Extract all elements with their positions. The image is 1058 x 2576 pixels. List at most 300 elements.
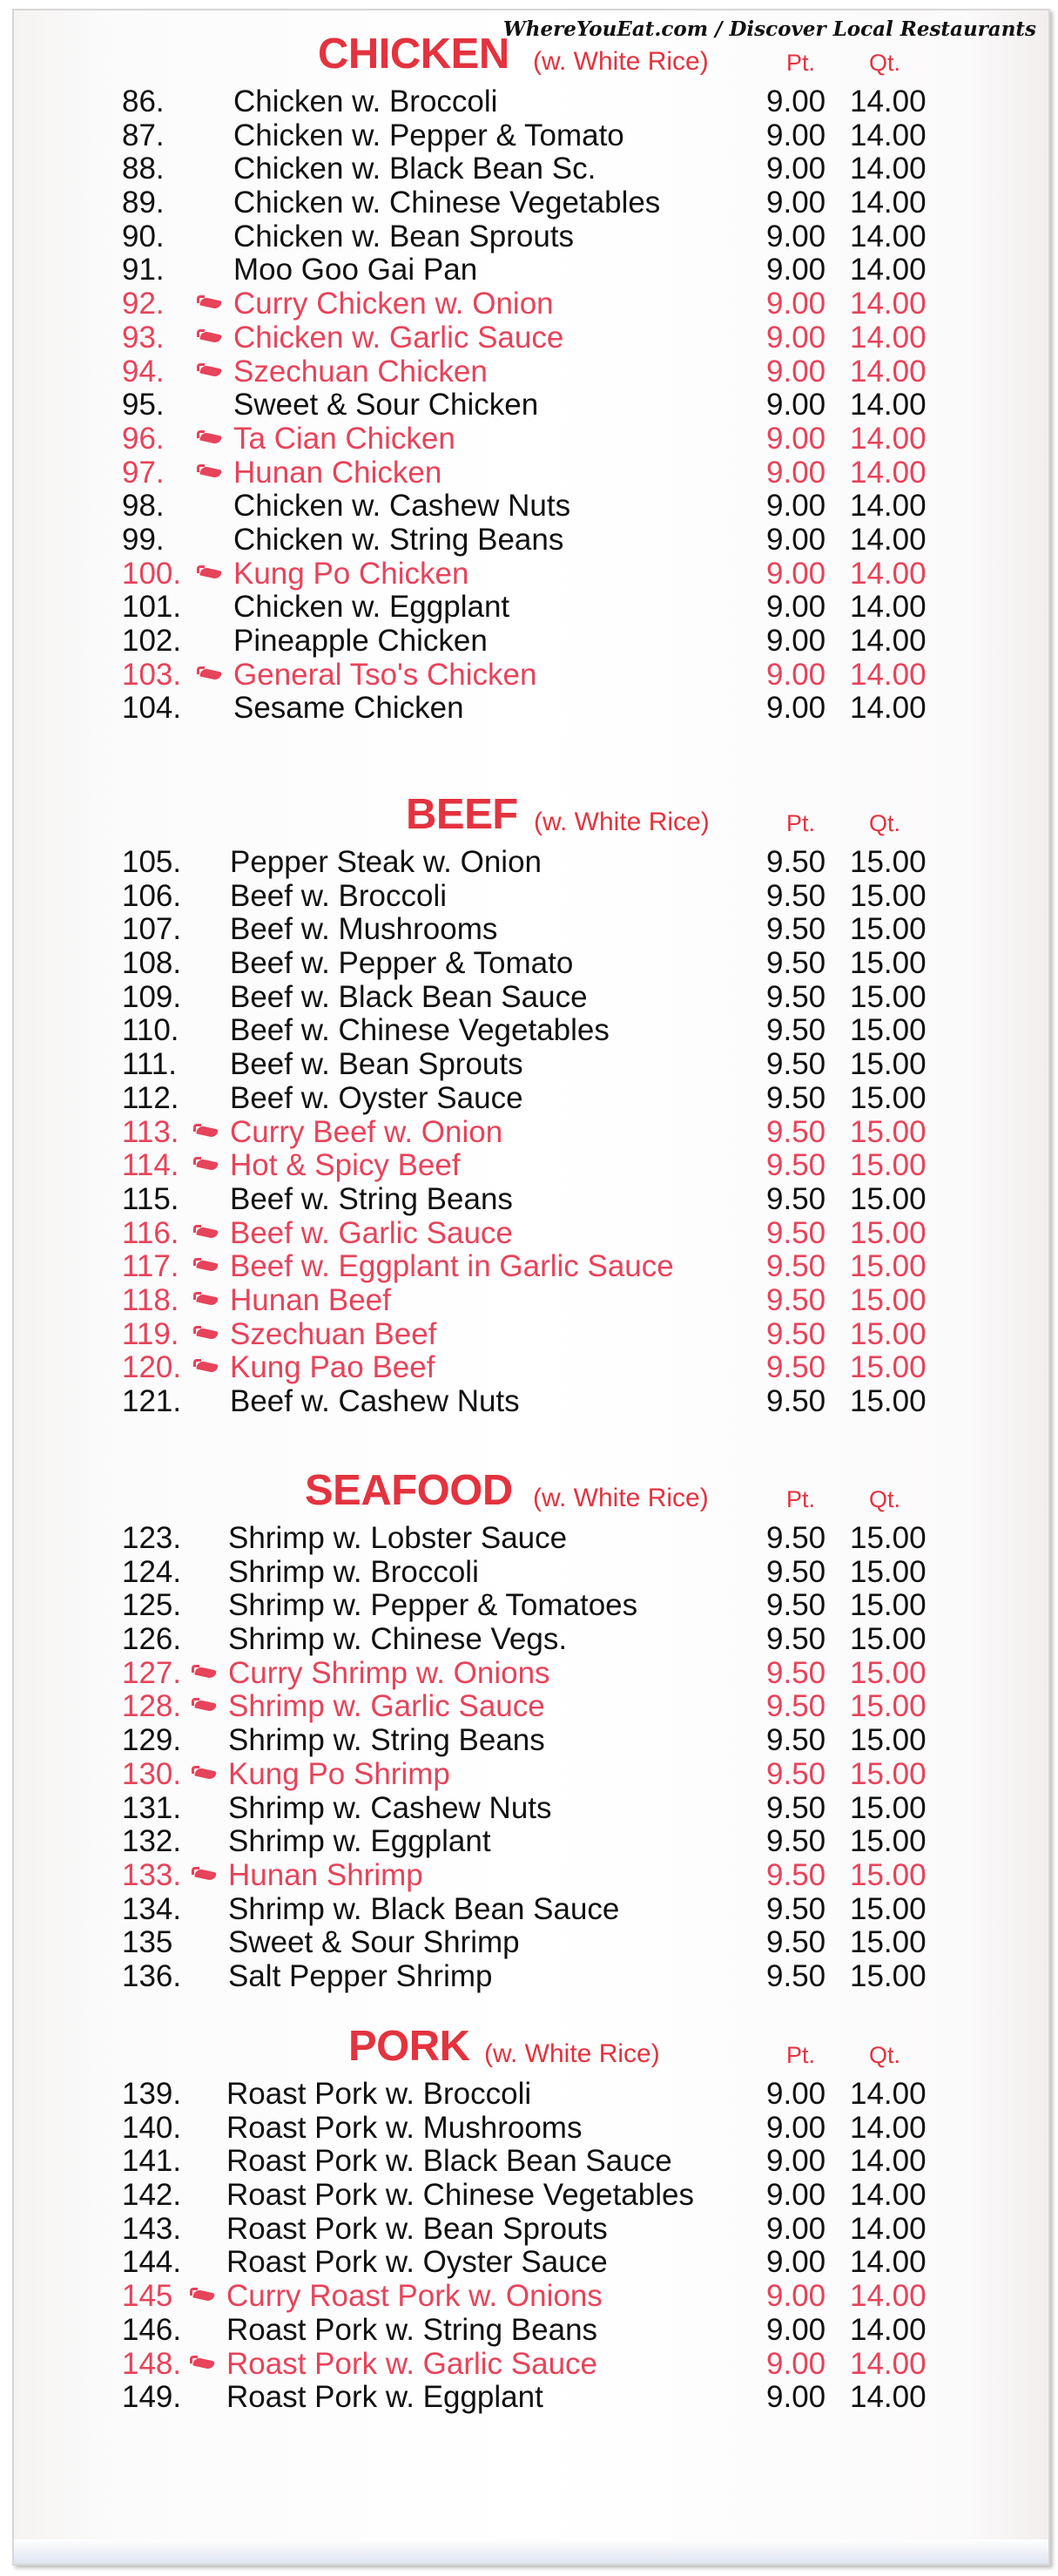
item-number: 131. xyxy=(122,1790,182,1825)
item-name: Beef w. Chinese Vegetables xyxy=(230,1013,610,1048)
price-pint: 9.00 xyxy=(766,118,826,152)
item-name: Ta Cian Chicken xyxy=(233,421,455,456)
price-pint: 9.50 xyxy=(766,1790,826,1825)
item-number: 141. xyxy=(122,2144,182,2179)
price-quart: 14.00 xyxy=(850,354,927,389)
price-quart: 15.00 xyxy=(850,946,927,981)
item-number: 97. xyxy=(122,455,165,490)
menu-item-row xyxy=(0,1859,1058,1893)
price-pint: 9.50 xyxy=(766,1622,826,1657)
item-name: Pepper Steak w. Onion xyxy=(230,845,542,879)
item-name: Szechuan Chicken xyxy=(233,354,488,389)
item-number: 126. xyxy=(122,1622,182,1657)
item-name: Chicken w. Garlic Sauce xyxy=(233,320,564,355)
price-quart: 14.00 xyxy=(850,455,927,490)
hot-pepper-icon xyxy=(200,333,225,343)
item-number: 110. xyxy=(122,1013,179,1048)
item-number: 117. xyxy=(122,1249,179,1284)
price-quart: 14.00 xyxy=(850,320,927,355)
hot-pepper-icon xyxy=(200,468,225,478)
menu-item-row xyxy=(0,2078,1058,2112)
item-number: 112. xyxy=(122,1080,179,1115)
item-name: Chicken w. Broccoli xyxy=(233,85,498,118)
item-name: Beef w. Black Bean Sauce xyxy=(230,979,588,1014)
item-name: Roast Pork w. Mushrooms xyxy=(226,2110,583,2145)
menu-item-row xyxy=(0,692,1058,726)
item-number: 128. xyxy=(122,1689,182,1724)
menu-item-row xyxy=(0,355,1058,389)
menu-item-row xyxy=(0,1960,1058,1994)
item-list xyxy=(0,1522,1058,1994)
price-pint: 9.00 xyxy=(766,253,826,287)
menu-item-row xyxy=(0,1825,1058,1859)
menu-item-row xyxy=(0,1149,1058,1183)
price-pint: 9.00 xyxy=(766,2279,826,2314)
item-number: 108. xyxy=(122,946,182,981)
price-quart: 15.00 xyxy=(850,1891,927,1926)
price-pint: 9.00 xyxy=(766,2346,826,2381)
item-number: 94. xyxy=(122,354,165,389)
price-quart: 15.00 xyxy=(850,1316,927,1351)
menu-item-row xyxy=(0,1724,1058,1758)
price-pint: 9.00 xyxy=(766,152,826,186)
menu-item-row xyxy=(0,2145,1058,2179)
menu-item-row xyxy=(0,981,1058,1015)
price-quart: 15.00 xyxy=(850,1249,927,1284)
price-quart: 14.00 xyxy=(850,2312,927,2347)
menu-item-row xyxy=(0,2381,1058,2415)
hot-pepper-icon xyxy=(197,1362,221,1373)
price-quart: 14.00 xyxy=(850,2144,927,2179)
hot-pepper-icon xyxy=(197,1261,221,1272)
site-watermark: WhereYouEat.com / Discover Local Restaurants xyxy=(502,17,1036,41)
menu-item-row xyxy=(0,524,1058,558)
menu-item-row xyxy=(0,2213,1058,2247)
item-number: 107. xyxy=(122,912,182,947)
item-name: Beef w. Eggplant in Garlic Sauce xyxy=(230,1249,674,1284)
price-pint: 9.50 xyxy=(766,979,826,1014)
price-pint: 9.50 xyxy=(766,1689,826,1724)
section-header xyxy=(0,30,1058,85)
price-quart: 14.00 xyxy=(850,522,927,557)
price-quart: 14.00 xyxy=(850,186,927,220)
item-name: Moo Goo Gai Pan xyxy=(233,253,478,287)
price-pint: 9.00 xyxy=(766,287,826,321)
menu-item-row xyxy=(0,1250,1058,1284)
price-pint: 9.50 xyxy=(766,1316,826,1351)
price-quart: 15.00 xyxy=(850,1958,927,1993)
menu-item-row xyxy=(0,1522,1058,1556)
menu-item-row xyxy=(0,119,1058,153)
price-quart: 14.00 xyxy=(850,421,927,456)
menu-item-row xyxy=(0,1926,1058,1960)
item-list xyxy=(0,846,1058,1419)
item-number: 96. xyxy=(122,421,165,456)
item-name: Szechuan Beef xyxy=(230,1316,437,1351)
price-quart: 15.00 xyxy=(850,1384,927,1418)
item-name: Curry Chicken w. Onion xyxy=(233,287,554,321)
menu-item-row xyxy=(0,1048,1058,1082)
price-pint: 9.00 xyxy=(766,2380,826,2415)
item-name: Kung Po Shrimp xyxy=(228,1756,450,1791)
price-pint: 9.50 xyxy=(766,1282,826,1317)
section-subtitle: (w. White Rice) xyxy=(534,808,710,836)
item-name: Shrimp w. Cashew Nuts xyxy=(228,1790,552,1825)
hot-pepper-icon xyxy=(195,1668,219,1679)
column-header-pint: Pt. xyxy=(786,2042,816,2068)
item-name: Shrimp w. Broccoli xyxy=(228,1554,479,1589)
item-number: 127. xyxy=(122,1655,182,1690)
price-pint: 9.50 xyxy=(766,1824,826,1859)
price-quart: 14.00 xyxy=(850,2279,927,2314)
menu-item-row xyxy=(0,2280,1058,2314)
section-title: SEAFOOD xyxy=(305,1467,513,1514)
item-name: Sweet & Sour Shrimp xyxy=(228,1925,520,1960)
item-name: Hot & Spicy Beef xyxy=(230,1148,461,1183)
price-quart: 15.00 xyxy=(850,1655,927,1690)
item-number: 143. xyxy=(122,2211,182,2246)
menu-item-row xyxy=(0,321,1058,355)
menu-item-row xyxy=(0,1082,1058,1116)
price-pint: 9.50 xyxy=(766,845,826,879)
item-number: 144. xyxy=(122,2245,182,2280)
price-pint: 9.00 xyxy=(766,2144,826,2179)
menu-item-row xyxy=(0,1792,1058,1826)
item-name: General Tso's Chicken xyxy=(233,657,537,692)
item-name: Salt Pepper Shrimp xyxy=(228,1958,493,1993)
menu-item-row xyxy=(0,220,1058,254)
price-pint: 9.00 xyxy=(766,2211,826,2246)
item-number: 99. xyxy=(122,522,165,557)
menu-item-row xyxy=(0,2179,1058,2213)
price-quart: 15.00 xyxy=(850,1080,927,1115)
item-number: 139. xyxy=(122,2077,182,2111)
price-quart: 14.00 xyxy=(850,2077,927,2111)
item-name: Shrimp w. Black Bean Sauce xyxy=(228,1891,620,1926)
menu-item-row xyxy=(0,1318,1058,1352)
hot-pepper-icon xyxy=(195,1769,219,1780)
price-pint: 9.50 xyxy=(766,1080,826,1115)
column-header-quart: Qt. xyxy=(869,50,901,76)
section-header xyxy=(0,1467,1058,1522)
section-subtitle: (w. White Rice) xyxy=(533,1484,709,1512)
price-quart: 15.00 xyxy=(850,1824,927,1859)
price-quart: 15.00 xyxy=(850,845,927,879)
item-name: Shrimp w. Chinese Vegs. xyxy=(228,1622,568,1657)
price-quart: 14.00 xyxy=(850,219,927,254)
price-pint: 9.00 xyxy=(766,320,826,355)
item-number: 136. xyxy=(122,1958,182,1993)
item-name: Hunan Beef xyxy=(230,1282,391,1317)
price-pint: 9.50 xyxy=(766,1554,826,1589)
menu-item-row xyxy=(0,1284,1058,1318)
column-header-pint: Pt. xyxy=(786,50,816,76)
price-pint: 9.50 xyxy=(766,1215,826,1250)
price-quart: 15.00 xyxy=(850,1790,927,1825)
price-pint: 9.00 xyxy=(766,388,826,423)
price-pint: 9.50 xyxy=(766,1249,826,1284)
menu-item-row xyxy=(0,558,1058,592)
item-number: 119. xyxy=(122,1316,179,1351)
price-quart: 15.00 xyxy=(850,1181,927,1216)
section-title: PORK xyxy=(348,2023,470,2070)
item-list xyxy=(0,85,1058,726)
item-name: Shrimp w. Lobster Sauce xyxy=(228,1521,568,1555)
hot-pepper-icon xyxy=(197,1127,221,1138)
item-name: Roast Pork w. Oyster Sauce xyxy=(226,2245,608,2280)
price-pint: 9.00 xyxy=(766,624,826,658)
item-name: Beef w. Pepper & Tomato xyxy=(230,946,574,981)
menu-item-row xyxy=(0,254,1058,287)
section-title: CHICKEN xyxy=(318,30,509,78)
price-pint: 9.50 xyxy=(766,1350,826,1385)
item-number: 89. xyxy=(122,186,165,220)
price-quart: 14.00 xyxy=(850,2110,927,2145)
menu-item-row xyxy=(0,846,1058,880)
price-pint: 9.00 xyxy=(766,590,826,625)
item-name: Kung Po Chicken xyxy=(233,556,469,591)
item-name: Pineapple Chicken xyxy=(233,624,488,658)
menu-item-row xyxy=(0,1589,1058,1623)
item-name: Roast Pork w. Chinese Vegetables xyxy=(226,2178,694,2213)
menu-item-row xyxy=(0,1556,1058,1590)
price-pint: 9.50 xyxy=(766,946,826,981)
item-number: 146. xyxy=(122,2312,182,2347)
item-number: 104. xyxy=(122,691,182,726)
hot-pepper-icon xyxy=(193,2291,218,2302)
column-header-pint: Pt. xyxy=(786,810,816,836)
item-number: 124. xyxy=(122,1554,182,1589)
price-quart: 14.00 xyxy=(850,624,927,658)
menu-item-row xyxy=(0,947,1058,981)
menu-item-row xyxy=(0,2348,1058,2382)
price-pint: 9.50 xyxy=(766,1958,826,1993)
price-quart: 15.00 xyxy=(850,1588,927,1623)
menu-item-row xyxy=(0,1690,1058,1724)
menu-item-row xyxy=(0,1116,1058,1150)
price-pint: 9.00 xyxy=(766,354,826,389)
item-name: Curry Beef w. Onion xyxy=(230,1114,503,1149)
item-name: Shrimp w. String Beans xyxy=(228,1723,545,1758)
section-title: BEEF xyxy=(406,791,518,838)
item-number: 114. xyxy=(122,1148,179,1183)
price-pint: 9.50 xyxy=(766,1013,826,1048)
item-number: 132. xyxy=(122,1824,182,1859)
hot-pepper-icon xyxy=(200,367,225,377)
menu-item-row xyxy=(0,880,1058,914)
section-subtitle: (w. White Rice) xyxy=(484,2039,660,2068)
item-number: 130. xyxy=(122,1756,182,1791)
price-quart: 14.00 xyxy=(850,2346,927,2381)
section-header xyxy=(0,791,1058,846)
menu-item-row xyxy=(0,456,1058,490)
item-name: Chicken w. Pepper & Tomato xyxy=(233,118,624,152)
hot-pepper-icon xyxy=(193,2359,218,2370)
price-pint: 9.00 xyxy=(766,186,826,220)
item-name: Beef w. Mushrooms xyxy=(230,912,498,947)
menu-item-row xyxy=(0,152,1058,186)
price-pint: 9.50 xyxy=(766,1521,826,1555)
item-number: 92. xyxy=(122,287,165,321)
item-name: Roast Pork w. Garlic Sauce xyxy=(226,2346,597,2381)
price-quart: 14.00 xyxy=(850,388,927,423)
price-pint: 9.50 xyxy=(766,1588,826,1623)
price-pint: 9.50 xyxy=(766,1047,826,1082)
item-name: Hunan Chicken xyxy=(233,455,442,490)
menu-item-row xyxy=(0,1014,1058,1048)
price-quart: 15.00 xyxy=(850,1554,927,1589)
item-name: Beef w. String Beans xyxy=(230,1181,513,1216)
item-number: 102. xyxy=(122,624,182,658)
item-name: Hunan Shrimp xyxy=(228,1857,423,1892)
menu-item-row xyxy=(0,1758,1058,1792)
price-pint: 9.00 xyxy=(766,455,826,490)
section-subtitle: (w. White Rice) xyxy=(533,47,709,76)
price-quart: 15.00 xyxy=(850,1282,927,1317)
item-number: 109. xyxy=(122,979,182,1014)
price-pint: 9.00 xyxy=(766,2178,826,2213)
item-name: Sesame Chicken xyxy=(233,691,464,726)
price-pint: 9.00 xyxy=(766,2312,826,2347)
item-number: 111. xyxy=(122,1047,177,1082)
menu-item-row xyxy=(0,1183,1058,1217)
price-quart: 15.00 xyxy=(850,1148,927,1183)
column-header-pint: Pt. xyxy=(786,1486,816,1512)
item-number: 123. xyxy=(122,1521,182,1555)
menu-item-row xyxy=(0,287,1058,321)
hot-pepper-icon xyxy=(200,569,225,579)
hot-pepper-icon xyxy=(200,434,225,444)
item-number: 125. xyxy=(122,1588,182,1623)
price-quart: 15.00 xyxy=(850,1723,927,1758)
item-number: 87. xyxy=(122,118,165,152)
item-number: 116. xyxy=(122,1215,179,1250)
item-number: 120. xyxy=(122,1350,182,1385)
hot-pepper-icon xyxy=(197,1329,221,1340)
price-quart: 14.00 xyxy=(850,657,927,692)
item-number: 100. xyxy=(122,556,182,591)
item-number: 134. xyxy=(122,1891,182,1926)
price-quart: 14.00 xyxy=(850,2380,927,2415)
item-number: 121. xyxy=(122,1384,182,1418)
price-quart: 14.00 xyxy=(850,287,927,321)
column-header-quart: Qt. xyxy=(869,810,901,836)
price-quart: 14.00 xyxy=(850,118,927,152)
menu-item-row xyxy=(0,85,1058,119)
price-quart: 15.00 xyxy=(850,1521,927,1555)
menu-item-row xyxy=(0,490,1058,524)
price-pint: 9.00 xyxy=(766,219,826,254)
hot-pepper-icon xyxy=(197,1228,221,1239)
price-pint: 9.50 xyxy=(766,912,826,947)
price-pint: 9.50 xyxy=(766,1384,826,1418)
item-number: 113. xyxy=(122,1114,179,1149)
price-pint: 9.00 xyxy=(766,657,826,692)
menu-item-row xyxy=(0,1657,1058,1691)
price-quart: 14.00 xyxy=(850,2245,927,2280)
item-number: 90. xyxy=(122,219,165,254)
hot-pepper-icon xyxy=(195,1870,219,1881)
price-pint: 9.50 xyxy=(766,1148,826,1183)
item-name: Chicken w. Bean Sprouts xyxy=(233,219,575,254)
price-quart: 14.00 xyxy=(850,556,927,591)
price-pint: 9.50 xyxy=(766,1925,826,1960)
menu-item-row xyxy=(0,913,1058,947)
price-quart: 15.00 xyxy=(850,1350,927,1385)
item-list xyxy=(0,2078,1058,2415)
item-name: Curry Roast Pork w. Onions xyxy=(226,2279,603,2314)
item-number: 145 xyxy=(122,2279,173,2314)
item-number: 115. xyxy=(122,1181,179,1216)
menu-item-row xyxy=(0,1893,1058,1927)
price-quart: 14.00 xyxy=(850,85,927,118)
section-header xyxy=(0,2023,1058,2078)
hot-pepper-icon xyxy=(200,670,225,680)
price-pint: 9.00 xyxy=(766,556,826,591)
price-quart: 15.00 xyxy=(850,1215,927,1250)
hot-pepper-icon xyxy=(195,1701,219,1712)
item-name: Beef w. Oyster Sauce xyxy=(230,1080,523,1115)
menu-item-row xyxy=(0,625,1058,659)
item-name: Beef w. Bean Sprouts xyxy=(230,1047,523,1082)
item-name: Shrimp w. Garlic Sauce xyxy=(228,1689,545,1724)
price-pint: 9.50 xyxy=(766,1857,826,1892)
item-name: Roast Pork w. String Beans xyxy=(226,2312,598,2347)
menu-item-row xyxy=(0,1623,1058,1657)
item-name: Roast Pork w. Black Bean Sauce xyxy=(226,2144,672,2179)
price-quart: 14.00 xyxy=(850,2211,927,2246)
price-quart: 15.00 xyxy=(850,1622,927,1657)
item-name: Beef w. Broccoli xyxy=(230,878,447,913)
menu-item-row xyxy=(0,1217,1058,1251)
item-number: 149. xyxy=(122,2380,182,2415)
hot-pepper-icon xyxy=(197,1160,221,1171)
item-number: 105. xyxy=(122,845,182,879)
menu-item-row xyxy=(0,659,1058,693)
price-quart: 15.00 xyxy=(850,1756,927,1791)
price-quart: 14.00 xyxy=(850,253,927,287)
price-pint: 9.00 xyxy=(766,85,826,118)
menu-item-row xyxy=(0,186,1058,220)
item-number: 133. xyxy=(122,1857,182,1892)
price-quart: 15.00 xyxy=(850,1013,927,1048)
item-number: 135 xyxy=(122,1925,173,1960)
price-quart: 14.00 xyxy=(850,152,927,186)
price-pint: 9.00 xyxy=(766,522,826,557)
price-quart: 15.00 xyxy=(850,1857,927,1892)
item-number: 148. xyxy=(122,2346,182,2381)
hot-pepper-icon xyxy=(197,1295,221,1306)
price-quart: 15.00 xyxy=(850,1047,927,1082)
price-quart: 15.00 xyxy=(850,1689,927,1724)
price-quart: 14.00 xyxy=(850,489,927,524)
item-number: 101. xyxy=(122,590,182,625)
price-pint: 9.00 xyxy=(766,2110,826,2145)
item-number: 91. xyxy=(122,253,165,287)
item-name: Beef w. Cashew Nuts xyxy=(230,1384,520,1418)
item-number: 106. xyxy=(122,878,182,913)
hot-pepper-icon xyxy=(200,299,225,309)
item-number: 93. xyxy=(122,320,165,355)
menu-item-row xyxy=(0,1385,1058,1419)
item-name: Beef w. Garlic Sauce xyxy=(230,1215,513,1250)
item-number: 118. xyxy=(122,1282,179,1317)
item-name: Shrimp w. Pepper & Tomatoes xyxy=(228,1588,638,1623)
price-pint: 9.50 xyxy=(766,1181,826,1216)
price-quart: 14.00 xyxy=(850,691,927,726)
item-number: 98. xyxy=(122,489,165,524)
item-number: 103. xyxy=(122,657,182,692)
